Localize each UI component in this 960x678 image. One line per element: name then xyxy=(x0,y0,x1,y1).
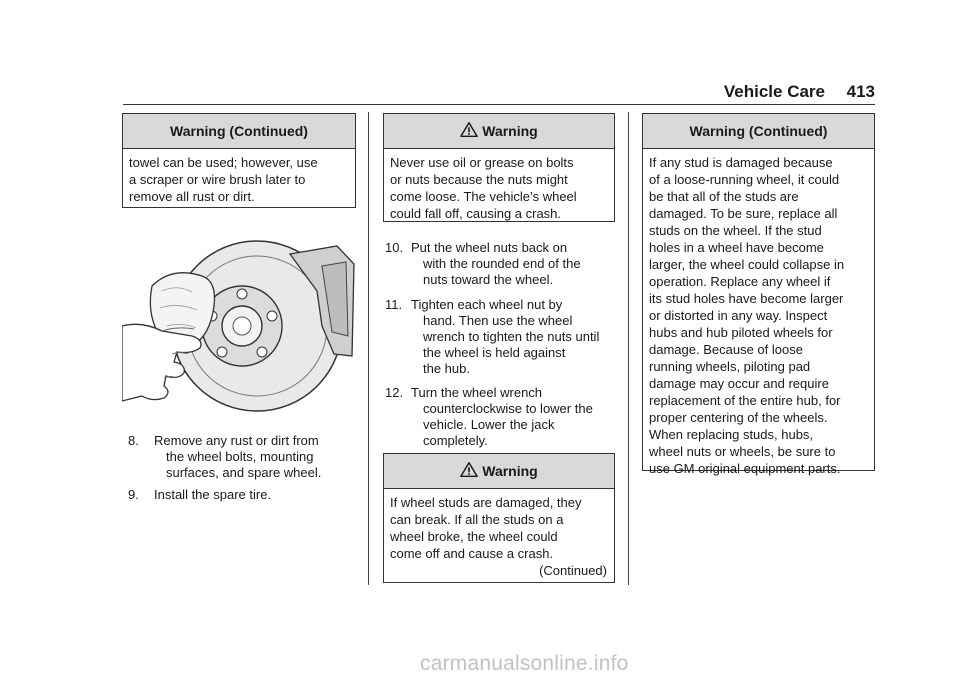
text-line: the wheel bolts, mounting xyxy=(166,449,314,464)
warning-text xyxy=(643,149,874,483)
step-number: 8. xyxy=(128,433,139,448)
warning-triangle-icon xyxy=(460,461,478,479)
text-line: surfaces, and spare wheel. xyxy=(166,465,322,480)
wheel-stud xyxy=(217,347,227,357)
warning-header xyxy=(384,454,614,489)
text-line: damaged. To be sure, replace all xyxy=(649,206,838,221)
continued-label: (Continued) xyxy=(539,563,607,578)
text-line: Never use oil or grease on bolts xyxy=(390,155,574,170)
text-line: larger, the wheel could collapse in xyxy=(649,257,845,272)
wheel-hub-cleaning-illustration xyxy=(122,236,357,416)
text-line: come loose. The vehicle’s wheel xyxy=(390,189,577,204)
section-title: Vehicle Care xyxy=(723,82,825,101)
text-line: Remove any rust or dirt from xyxy=(154,433,319,448)
text-line: or nuts because the nuts might xyxy=(390,172,568,187)
step-text xyxy=(411,385,593,449)
warning-title: Warning (Continued) xyxy=(123,114,355,149)
text-line: can break. If all the studs on a xyxy=(390,512,564,527)
text-line: remove all rust or dirt. xyxy=(129,189,255,204)
step-text xyxy=(411,240,581,288)
step-text xyxy=(411,297,599,377)
warning-continued-box xyxy=(642,113,875,476)
text-line: vehicle. Lower the jack xyxy=(423,417,555,432)
text-line: use GM original equipment parts. xyxy=(649,461,841,476)
step-number: 9. xyxy=(128,487,139,502)
text-line: holes in a wheel have become xyxy=(649,240,824,255)
warning-text xyxy=(384,149,614,228)
warning-header xyxy=(384,114,614,149)
text-line: If any stud is damaged because xyxy=(649,155,833,170)
warning-text xyxy=(123,149,355,211)
text-line: studs on the wheel. If the stud xyxy=(649,223,822,238)
text-line: damage. Because of loose xyxy=(649,342,803,357)
text-line: hubs and hub piloted wheels for xyxy=(649,325,833,340)
hub-cap xyxy=(233,317,251,335)
step-number: 10. xyxy=(385,240,404,255)
text-line: If wheel studs are damaged, they xyxy=(390,495,582,510)
text-line: come off and cause a crash. xyxy=(390,546,554,561)
step-number: 11. xyxy=(385,297,403,312)
text-line: with the rounded end of the xyxy=(423,256,581,271)
watermark[interactable]: carmanualsonline.info xyxy=(420,652,629,675)
text-line: its stud holes have become larger xyxy=(649,291,844,306)
text-line: Put the wheel nuts back on xyxy=(411,240,568,255)
page-header xyxy=(123,82,875,105)
text-line: wheel broke, the wheel could xyxy=(390,529,558,544)
text-line: counterclockwise to lower the xyxy=(423,401,593,416)
text-line: a scraper or wire brush later to xyxy=(129,172,306,187)
wheel-stud xyxy=(267,311,277,321)
text-line: of a loose-running wheel, it could xyxy=(649,172,840,187)
column-divider xyxy=(628,112,629,585)
wheel-stud xyxy=(257,347,267,357)
step-text xyxy=(154,433,321,481)
text-line: the wheel is held against xyxy=(423,345,566,360)
wheel-stud xyxy=(237,289,247,299)
warning-triangle-icon xyxy=(460,121,478,139)
text-line: could fall off, causing a crash. xyxy=(390,206,562,221)
warning-continued-box xyxy=(122,113,356,208)
warning-box xyxy=(383,453,615,583)
warning-title: Warning (Continued) xyxy=(643,114,874,149)
text-line: damage may occur and require xyxy=(649,376,829,391)
text-line: replacement of the entire hub, for xyxy=(649,393,841,408)
warning-text xyxy=(384,489,614,585)
text-line: be that all of the studs are xyxy=(649,189,799,204)
text-line: Install the spare tire. xyxy=(154,487,272,502)
warning-title: Warning xyxy=(482,123,538,139)
text-line: the hub. xyxy=(423,361,470,376)
text-line: towel can be used; however, use xyxy=(129,155,318,170)
text-line: proper centering of the wheels. xyxy=(649,410,828,425)
warning-title: Warning xyxy=(482,463,538,479)
page-number: 413 xyxy=(846,82,875,101)
step-text xyxy=(154,487,271,503)
text-line: When replacing studs, hubs, xyxy=(649,427,814,442)
text-line: Tighten each wheel nut by xyxy=(411,297,563,312)
text-line: wrench to tighten the nuts until xyxy=(423,329,600,344)
text-line: or distorted in any way. Inspect xyxy=(649,308,828,323)
step-number: 12. xyxy=(385,385,404,400)
text-line: nuts toward the wheel. xyxy=(423,272,554,287)
warning-box xyxy=(383,113,615,222)
text-line: operation. Replace any wheel if xyxy=(649,274,831,289)
column-divider xyxy=(368,112,369,585)
text-line: hand. Then use the wheel xyxy=(423,313,573,328)
text-line: wheel nuts or wheels, be sure to xyxy=(649,444,836,459)
text-line: running wheels, piloting pad xyxy=(649,359,811,374)
text-line: Turn the wheel wrench xyxy=(411,385,543,400)
text-line: completely. xyxy=(423,433,488,448)
